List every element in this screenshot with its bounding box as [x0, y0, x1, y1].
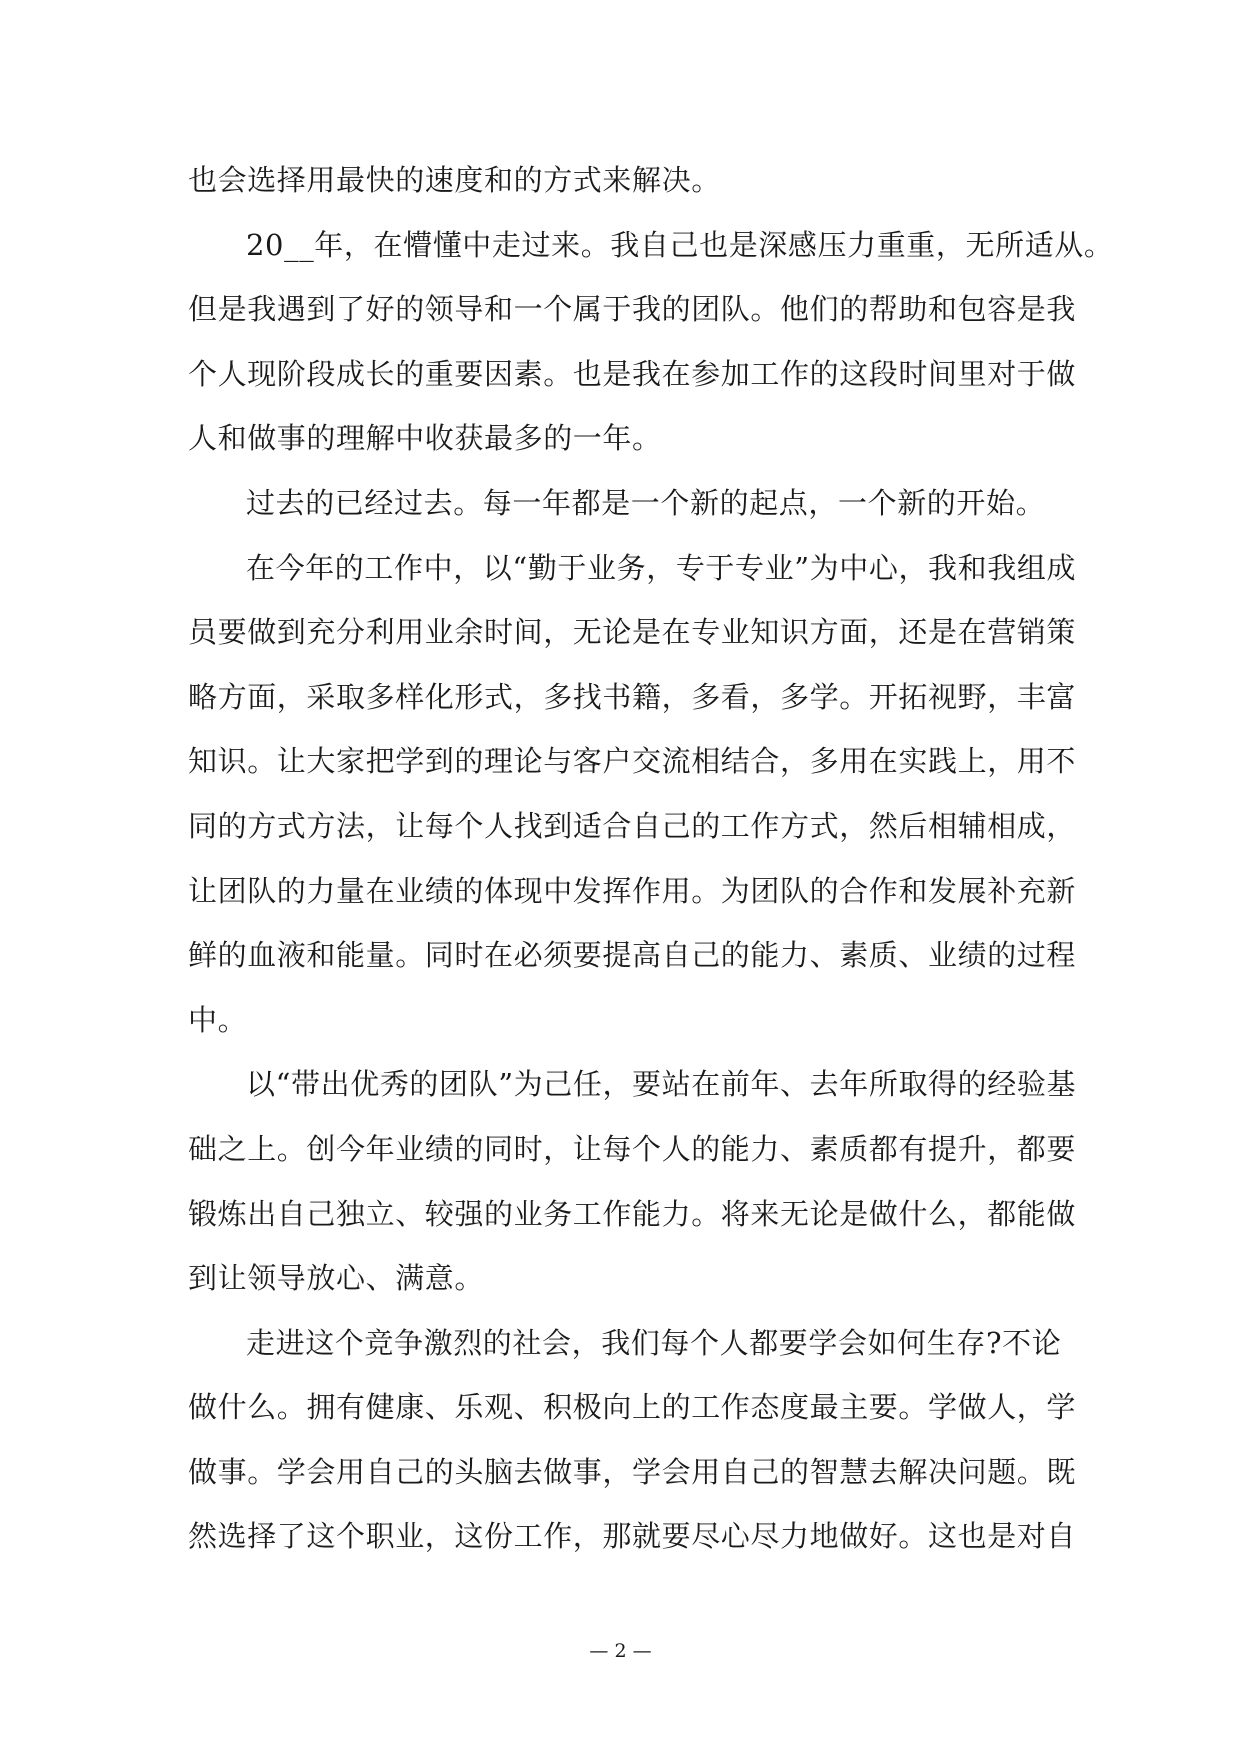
text-line: 础之上。创今年业绩的同时，让每个人的能力、素质都有提升，都要: [188, 1131, 1077, 1166]
text-line: 在今年的工作中，以“勤于业务，专于专业”为中心，我和我组成: [246, 550, 1077, 585]
text-line: 鲜的血液和能量。同时在必须要提高自己的能力、素质、业绩的过程: [188, 938, 1077, 973]
text-line: 让团队的力量在业绩的体现中发挥作用。为团队的合作和发展补充新: [188, 873, 1077, 908]
text-line: 走进这个竞争激烈的社会，我们每个人都要学会如何生存?不论: [246, 1325, 1062, 1360]
text-line: 过去的已经过去。每一年都是一个新的起点，一个新的开始。: [246, 485, 1046, 520]
text-line: 知识。让大家把学到的理论与客户交流相结合，多用在实践上，用不: [188, 744, 1077, 779]
text-line: 也会选择用最快的速度和的方式来解决。: [188, 163, 721, 197]
text-line: 略方面，采取多样化形式，多找书籍，多看，多学。开拓视野，丰富: [188, 679, 1077, 714]
text-line: 但是我遇到了好的领导和一个属于我的团队。他们的帮助和包容是我: [188, 292, 1077, 327]
text-line: 到让领导放心、满意。: [188, 1261, 485, 1296]
text-line: 员要做到充分利用业余时间，无论是在专业知识方面，还是在营销策: [188, 615, 1077, 650]
text-line: 以“带出优秀的团队”为己任，要站在前年、去年所取得的经验基: [246, 1067, 1077, 1102]
text-line: 做事。学会用自己的头脑去做事，学会用自己的智慧去解决问题。既: [188, 1454, 1077, 1489]
page-number: — 2 —: [589, 1640, 652, 1662]
text-line: 中。: [188, 1002, 248, 1037]
text-line: 然选择了这个职业，这份工作，那就要尽心尽力地做好。这也是对自: [188, 1519, 1077, 1554]
document-body: [188, 148, 1114, 1569]
text-line: 锻炼出自己独立、较强的业务工作能力。将来无论是做什么，都能做: [188, 1196, 1077, 1231]
text-line: 个人现阶段成长的重要因素。也是我在参加工作的这段时间里对于做: [188, 356, 1077, 391]
text-line: 做什么。拥有健康、乐观、积极向上的工作态度最主要。学做人，学: [188, 1390, 1077, 1425]
text-line: 人和做事的理解中收获最多的一年。: [188, 421, 662, 456]
text-line: 同的方式方法，让每个人找到适合自己的工作方式，然后相辅相成，: [188, 808, 1077, 843]
text-line: 20__年，在懵懂中走过来。我自己也是深感压力重重，无所适从。: [246, 227, 1114, 262]
